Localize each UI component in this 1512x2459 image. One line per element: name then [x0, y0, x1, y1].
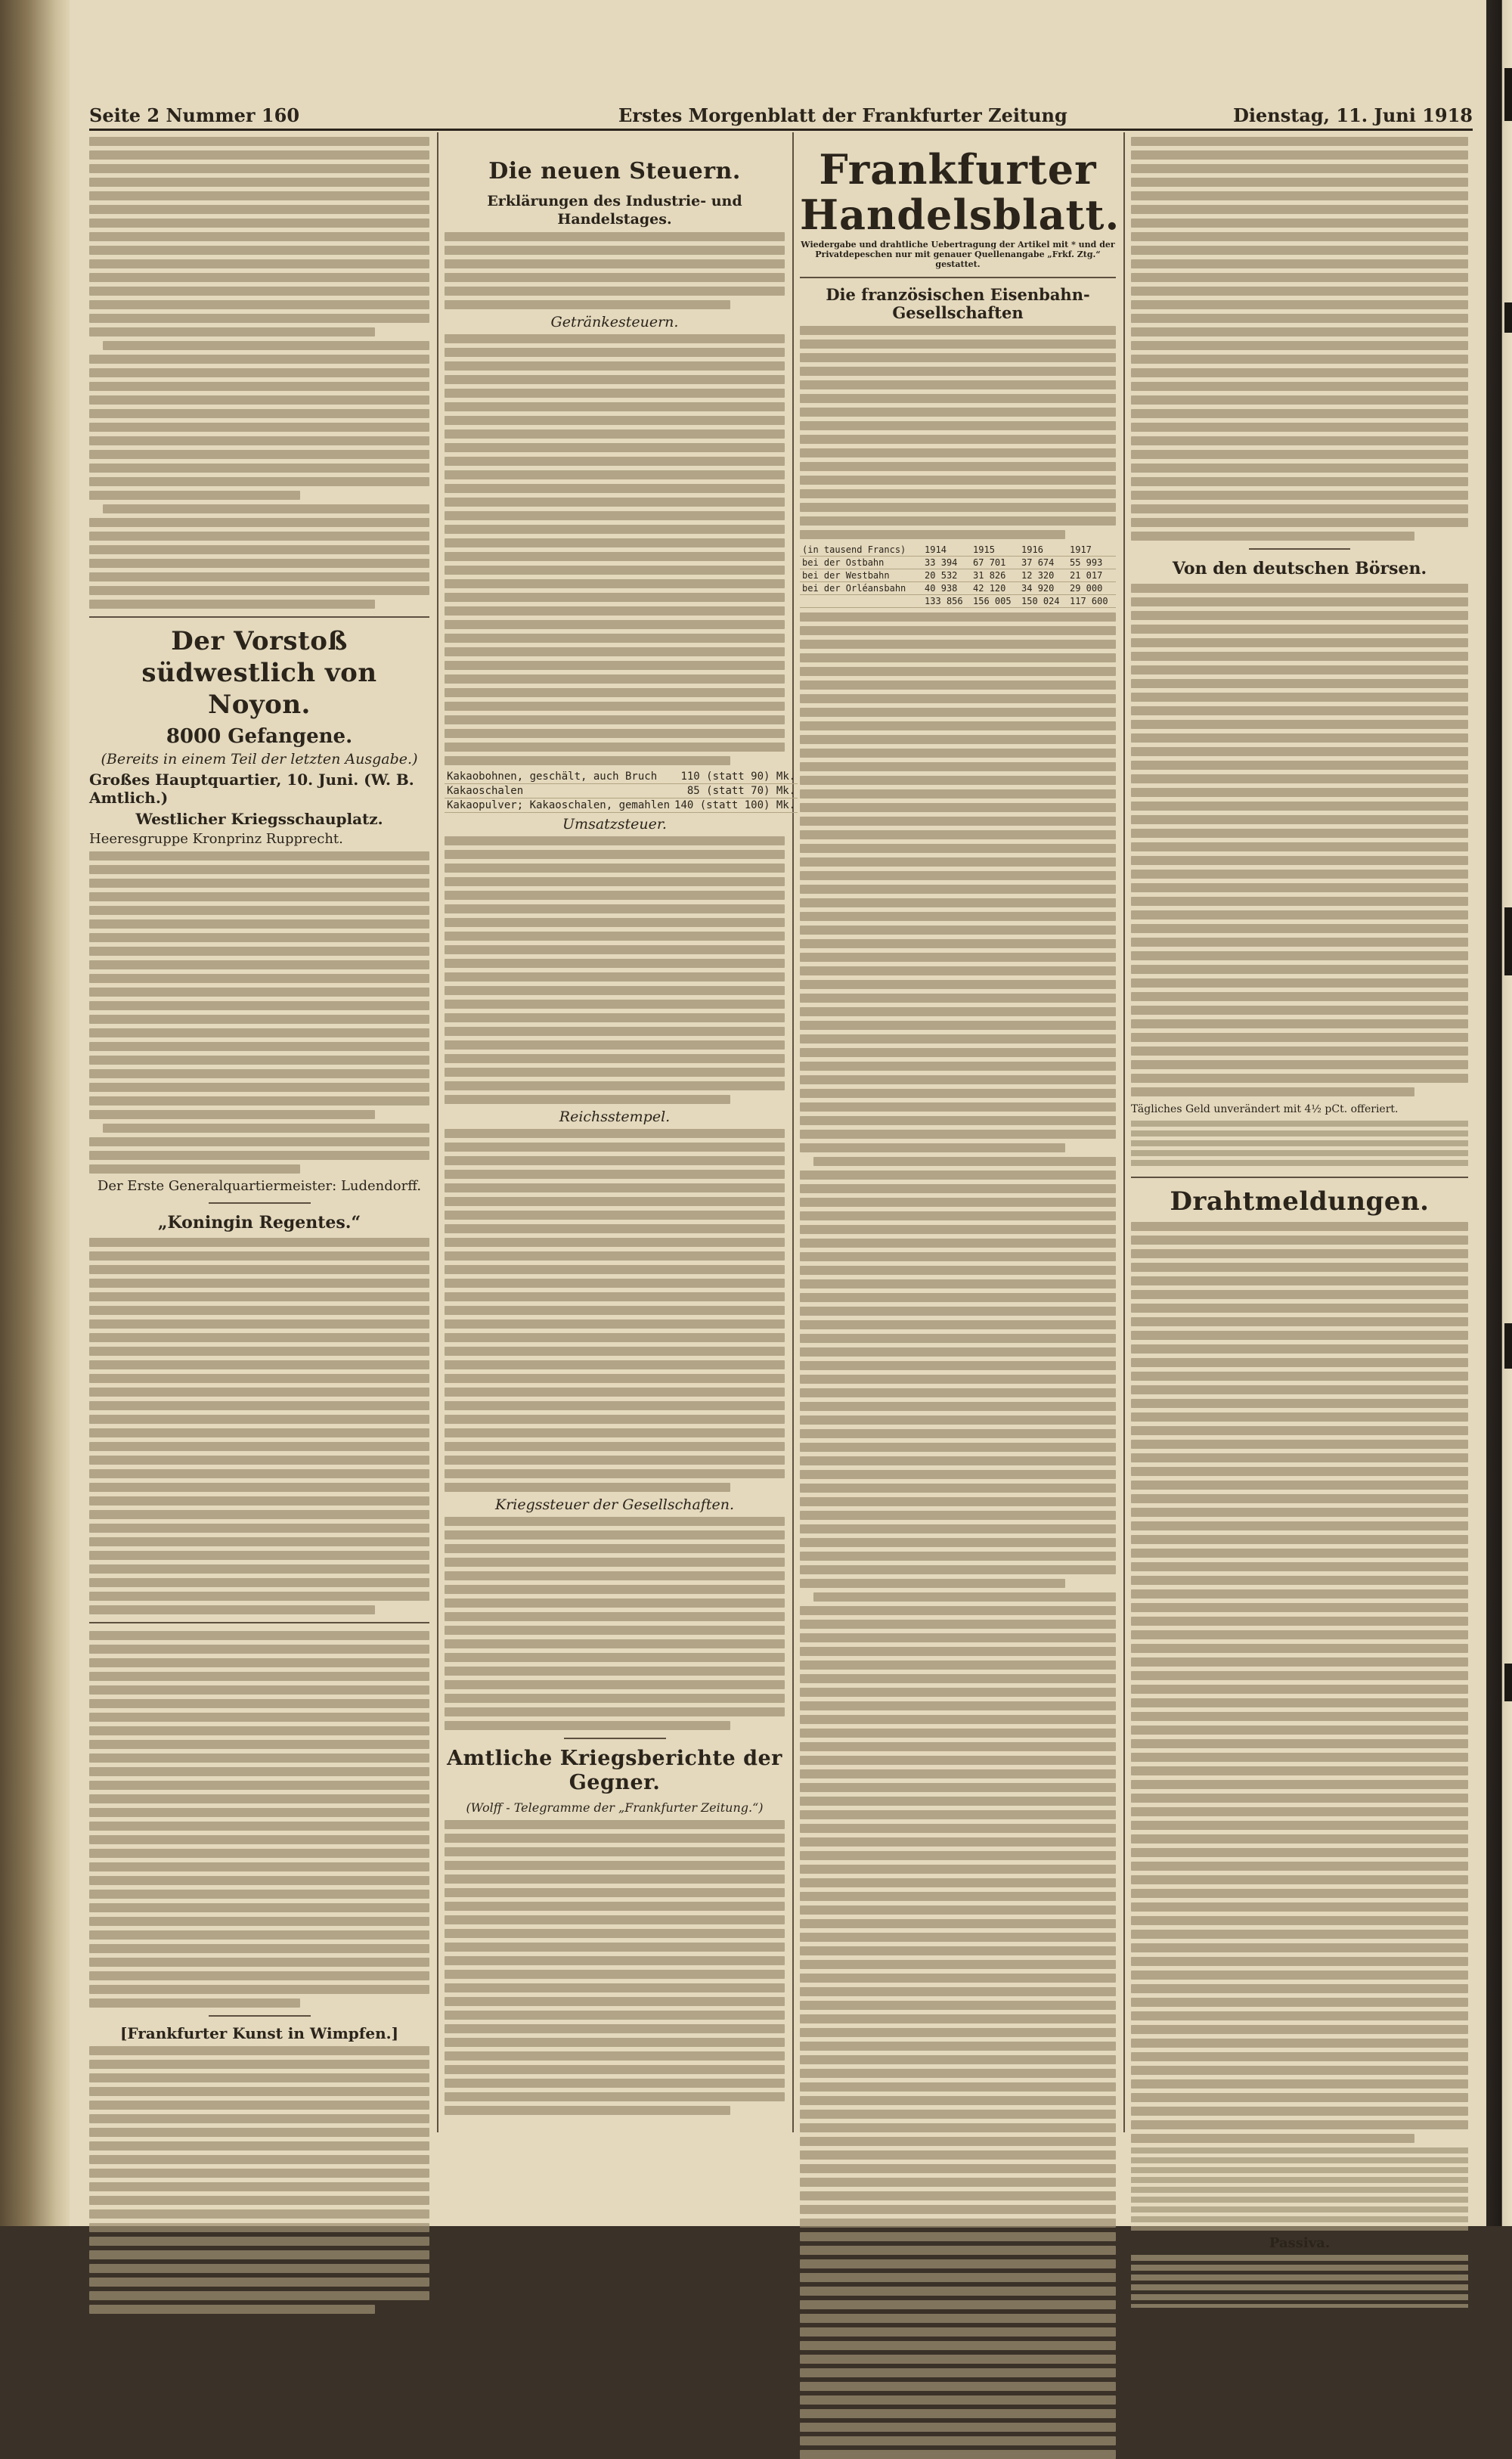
table-cell: 33 394 — [922, 557, 971, 569]
table-cell: 40 938 — [922, 582, 971, 595]
section-divider — [564, 1738, 666, 1739]
table-cell: Kakaobohnen, geschält, auch Bruch — [445, 770, 672, 784]
table-cell: 12 320 — [1019, 569, 1067, 582]
table-cell: 29 000 — [1067, 582, 1116, 595]
column-1 — [89, 133, 429, 2137]
section-kriegsschauplatz: Westlicher Kriegsschauplatz. — [135, 810, 383, 828]
subsection-getraenkesteuern: Getränkesteuern. — [550, 314, 679, 330]
section-divider — [89, 616, 429, 618]
table-cell: 21 017 — [1067, 569, 1116, 582]
devisen-note: Tägliches Geld unverändert mit 4½ pCt. offeriert. — [1131, 1103, 1399, 1115]
header-publication-title: Erstes Morgenblatt der Frankfurter Zeitung — [618, 104, 1067, 126]
subheadline-erklaerungen: Erklärungen des Industrie- und Handelstages. — [487, 193, 742, 228]
table-cell: Kakaopulver; Kakaoschalen, gemahlen — [445, 798, 672, 813]
section-divider — [1249, 548, 1350, 550]
table-header-cell: 1917 — [1067, 544, 1116, 557]
rente-table — [800, 544, 1116, 608]
table-row — [800, 557, 1116, 569]
table-header-cell: (in tausend Francs) — [800, 544, 922, 557]
header-rule — [89, 129, 1473, 131]
next-page-edge — [1486, 0, 1512, 2226]
article-note: (Bereits in einem Teil der letzten Ausgabe.) — [101, 751, 418, 767]
devisen-table — [1131, 1121, 1468, 1169]
headline-neue-steuern: Die neuen Steuern. — [488, 158, 741, 185]
section-divider — [209, 1202, 311, 1204]
table-cell: Kakaoschalen — [445, 784, 672, 798]
headline-vorstoss: Der Vorstoß südwestlich von Noyon. — [141, 626, 377, 720]
headline-eisenbahn: Die französischen Eisenbahn-Gesellschaften — [826, 285, 1090, 322]
table-cell: 110 (statt 90) Mk. — [672, 770, 798, 784]
balance-heading-passiva: Passiva. — [1269, 2235, 1331, 2251]
masthead-note: Wiedergabe und drahtliche Uebertragung der Artikel mit * und der Privatdepeschen nur mit genauer Quellenangabe „Frkf. Ztg.“ gestattet. — [801, 240, 1115, 269]
signature-ludendorff: Der Erste Generalquartiermeister: Ludendorff. — [97, 1178, 422, 1194]
section-heeresgruppe: Heeresgruppe Kronprinz Rupprecht. — [89, 831, 343, 847]
subheadline-gefangene: 8000 Gefangene. — [166, 725, 353, 748]
table-header-cell: 1916 — [1019, 544, 1067, 557]
table-row — [445, 770, 798, 784]
section-divider — [1131, 1177, 1468, 1178]
table-cell: 67 701 — [971, 557, 1019, 569]
table-cell: 140 (statt 100) Mk. — [672, 798, 798, 813]
balance-table-passiva — [1131, 2255, 1468, 2308]
table-cell: 133 856 — [922, 595, 971, 608]
table-cell: 37 674 — [1019, 557, 1067, 569]
dateline: Großes Hauptquartier, 10. Juni. (W. B. Amtlich.) — [89, 771, 414, 807]
table-cell — [800, 595, 922, 608]
table-cell: 55 993 — [1067, 557, 1116, 569]
subsection-kriegssteuer: Kriegssteuer der Gesellschaften. — [495, 1496, 734, 1513]
kakao-table — [445, 770, 798, 813]
column-2 — [445, 133, 796, 2137]
page-header — [89, 104, 1473, 126]
subsection-umsatzsteuer: Umsatzsteuer. — [562, 816, 667, 833]
table-cell: 20 532 — [922, 569, 971, 582]
table-row — [800, 569, 1116, 582]
table-cell: 42 120 — [971, 582, 1019, 595]
kriegsberichte-note: (Wolff - Telegramme der „Frankfurter Zeitung.“) — [466, 1800, 764, 1815]
table-header-row — [800, 544, 1116, 557]
header-date: Dienstag, 11. Juni 1918 — [1233, 104, 1473, 126]
headline-deutschen-boersen: Von den deutschen Börsen. — [1172, 559, 1427, 578]
page-binding-gutter — [0, 0, 70, 2226]
subsection-reichsstempel: Reichsstempel. — [559, 1109, 671, 1125]
column-rule — [1123, 132, 1125, 2132]
headline-koningin-regentes: „Koningin Regentes.“ — [157, 1213, 361, 1233]
table-total-row — [800, 595, 1116, 608]
header-page-number: Seite 2 Nummer 160 — [89, 104, 300, 126]
balance-table-aktiva — [1131, 2147, 1468, 2231]
section-divider — [800, 277, 1116, 278]
section-divider — [209, 2015, 311, 2017]
headline-kriegsberichte: Amtliche Kriegsberichte der Gegner. — [447, 1747, 782, 1794]
column-rule — [437, 132, 438, 2132]
headline-drahtmeldungen: Drahtmeldungen. — [1170, 1186, 1430, 1217]
section-divider — [89, 1622, 429, 1623]
table-cell: 156 005 — [971, 595, 1019, 608]
table-cell: bei der Ostbahn — [800, 557, 922, 569]
headline-frankfurter-kunst: [Frankfurter Kunst in Wimpfen.] — [119, 2024, 399, 2042]
column-rule — [792, 132, 794, 2132]
table-header-cell: 1915 — [971, 544, 1019, 557]
table-cell: bei der Westbahn — [800, 569, 922, 582]
table-cell: 150 024 — [1019, 595, 1067, 608]
column-3 — [800, 133, 1120, 2137]
table-row — [445, 798, 798, 813]
masthead-handelsblatt: Frankfurter Handelsblatt. — [800, 145, 1120, 239]
table-cell: 117 600 — [1067, 595, 1116, 608]
table-row — [800, 582, 1116, 595]
table-header-cell: 1914 — [922, 544, 971, 557]
table-cell: bei der Orléansbahn — [800, 582, 922, 595]
table-cell: 34 920 — [1019, 582, 1067, 595]
table-row — [445, 784, 798, 798]
column-4 — [1131, 133, 1468, 2251]
table-cell: 31 826 — [971, 569, 1019, 582]
table-cell: 85 (statt 70) Mk. — [672, 784, 798, 798]
